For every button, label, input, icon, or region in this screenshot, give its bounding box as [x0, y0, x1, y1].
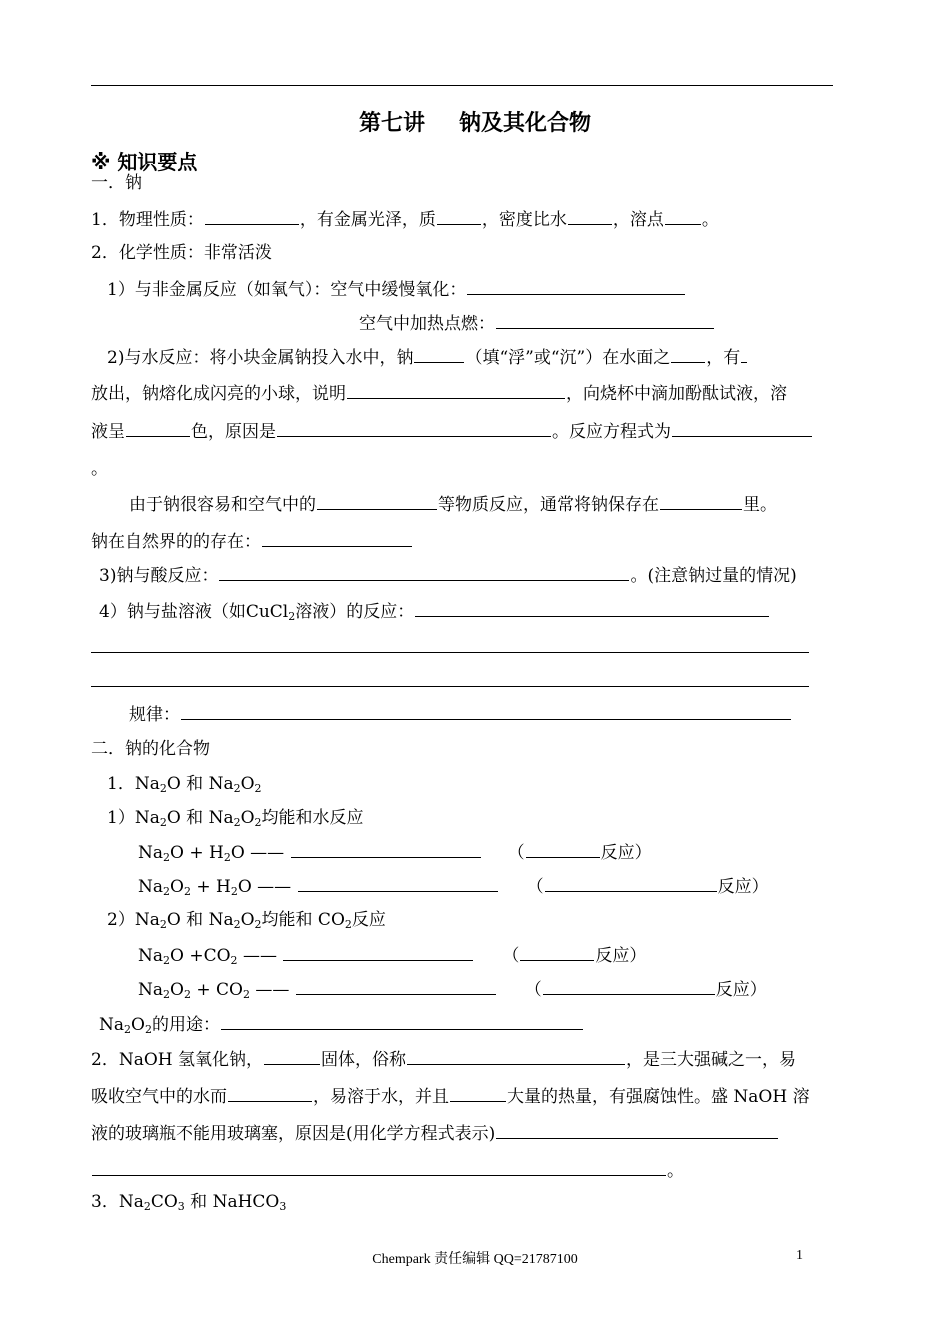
blank[interactable]	[671, 345, 705, 363]
oxygen-burn-line: 空气中加热点燃：	[359, 311, 715, 336]
chemical-properties-line: 2．化学性质：非常活泼	[91, 243, 272, 263]
rule-line: 规律：	[129, 702, 792, 727]
equation-na2o-co2: $Na_2O +CO_2$ —— （ 反应）	[138, 943, 646, 968]
section-heading: ※ 知识要点	[91, 150, 198, 174]
answer-line[interactable]	[91, 652, 809, 653]
blank[interactable]	[205, 207, 299, 225]
part2-heading: 二．钠的化合物	[91, 739, 210, 759]
equation-na2o2-co2: $Na_2O_2 + CO_2$ —— （ 反应）	[138, 977, 767, 1002]
blank[interactable]	[437, 207, 481, 225]
blank[interactable]	[264, 1047, 320, 1065]
physical-properties-line: 1．物理性质： ，有金属光泽，质 ，密度比水 ，溶点 。	[91, 207, 719, 232]
blank[interactable]	[545, 874, 717, 892]
blank[interactable]	[741, 345, 747, 363]
header-rule	[91, 85, 833, 86]
blank[interactable]	[415, 599, 769, 617]
blank[interactable]	[291, 840, 481, 858]
part1-heading: 一．钠	[91, 173, 142, 193]
blank[interactable]	[526, 840, 600, 858]
subsection-1: 1．$Na_2O$ 和 $Na_2O_2$	[107, 774, 262, 795]
na2o2-uses-line: $Na_2O_2$的用途：	[99, 1012, 584, 1037]
lecture-number: 第七讲	[358, 111, 425, 136]
water-reaction-line-2: 放出，钠熔化成闪亮的小球，说明 ，向烧杯中滴加酚酞试液，溶	[91, 381, 787, 406]
blank[interactable]	[228, 1084, 312, 1102]
answer-line[interactable]	[91, 686, 809, 687]
blank[interactable]	[407, 1047, 625, 1065]
blank[interactable]	[219, 563, 629, 581]
blank[interactable]	[520, 943, 594, 961]
equation-na2o-water: $Na_2O + H_2O$ —— （ 反应）	[138, 840, 652, 865]
blank[interactable]	[660, 492, 742, 510]
natural-occurrence-line: 钠在自然界的的存在：	[91, 529, 413, 554]
acid-reaction-line: 3)钠与酸反应： 。(注意钠过量的情况)	[99, 563, 797, 588]
blank[interactable]	[317, 492, 437, 510]
blank[interactable]	[347, 381, 565, 399]
blank[interactable]	[181, 702, 791, 720]
blank[interactable]	[467, 277, 685, 295]
blank[interactable]	[126, 419, 190, 437]
water-heading: $1)Na_2O$ 和 $Na_2O_2$均能和水反应	[107, 808, 364, 829]
blank[interactable]	[665, 207, 701, 225]
blank[interactable]	[221, 1012, 583, 1030]
blank[interactable]	[262, 529, 412, 547]
blank[interactable]	[568, 207, 612, 225]
subsection-3: 3．$Na_2CO_3$ 和 NaHCO$_3$	[91, 1192, 287, 1213]
naoh-line-2: 吸收空气中的水而 ，易溶于水，并且 大量的热量，有强腐蚀性。盛 NaOH 溶	[91, 1084, 810, 1109]
blank[interactable]	[298, 874, 498, 892]
naoh-line-3: 液的玻璃瓶不能用玻璃塞，原因是(用化学方程式表示)	[91, 1121, 779, 1146]
blank[interactable]	[450, 1084, 506, 1102]
salt-solution-line: 4）钠与盐溶液（如CuCl$_2$溶液）的反应：	[99, 599, 770, 624]
footer-text: Chempark 责任编辑 QQ=21787100	[372, 1252, 578, 1267]
blank[interactable]	[672, 419, 812, 437]
blank[interactable]	[543, 977, 715, 995]
co2-heading: $2)Na_2O$ 和 $Na_2O_2$均能和 $CO_2$反应	[107, 910, 386, 931]
naoh-line-1: 2．NaOH 氢氧化钠， 固体，俗称 ，是三大强碱之一，易	[91, 1047, 796, 1072]
blank[interactable]	[496, 311, 714, 329]
page-title	[0, 106, 950, 137]
storage-line: 由于钠很容易和空气中的 等物质反应，通常将钠保存在 里。	[129, 492, 777, 517]
naoh-line-4: 。	[91, 1158, 684, 1183]
water-reaction-end: 。	[91, 459, 108, 479]
lecture-topic: 钠及其化合物	[459, 111, 592, 136]
blank[interactable]	[283, 943, 473, 961]
blank[interactable]	[414, 345, 464, 363]
blank[interactable]	[92, 1158, 666, 1176]
equation-na2o2-water: $Na_2O_2 + H_2O$ —— （ 反应）	[138, 874, 769, 899]
blank[interactable]	[496, 1121, 778, 1139]
water-reaction-line-3: 液呈 色，原因是 。反应方程式为	[91, 419, 813, 444]
page-number: 1	[796, 1248, 803, 1263]
oxygen-slow-line: 1）与非金属反应（如氧气）：空气中缓慢氧化：	[107, 277, 686, 302]
blank[interactable]	[277, 419, 551, 437]
water-reaction-line: 2)与水反应：将小块金属钠投入水中，钠 （填“浮”或“沉”）在水面之 ，有	[107, 345, 748, 370]
blank[interactable]	[296, 977, 496, 995]
